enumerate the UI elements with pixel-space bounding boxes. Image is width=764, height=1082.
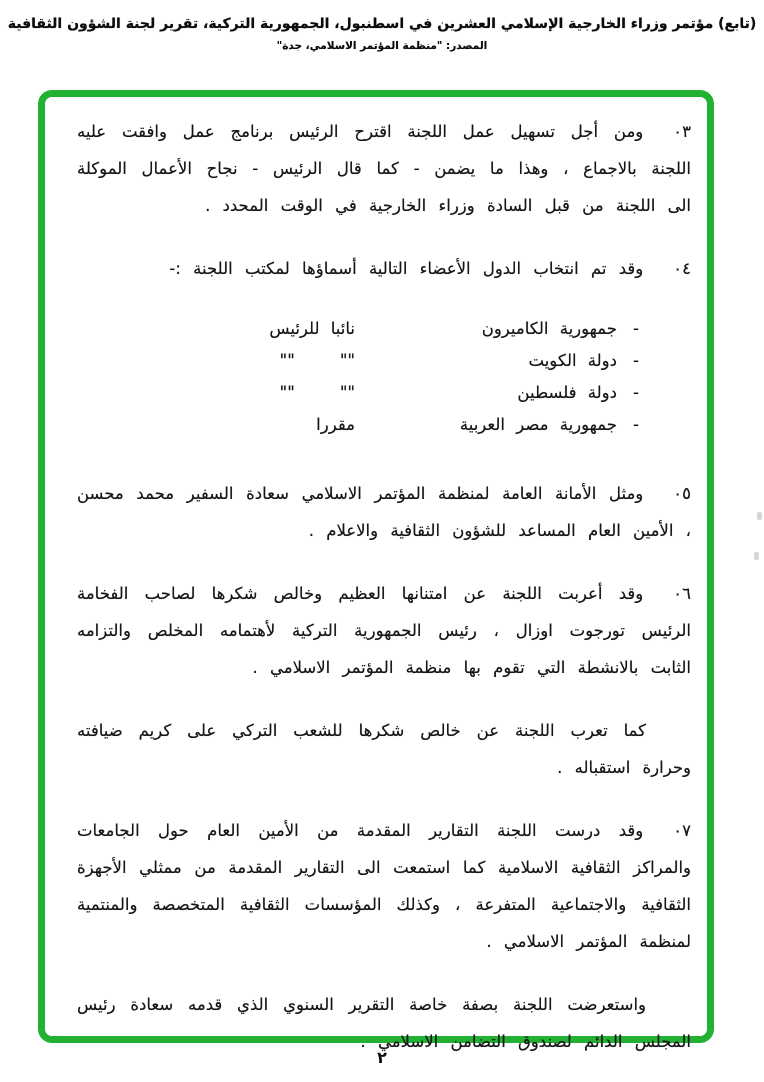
paragraph-number: ٠٣ <box>673 122 691 141</box>
dash-bullet: - <box>633 415 639 434</box>
scan-artifact <box>757 512 762 520</box>
member-country: دولة فلسطين <box>517 383 617 402</box>
paragraph-06-continuation <box>77 712 691 786</box>
paragraph-text: واستعرضت اللجنة بصفة خاصة التقرير السنوي الذي قدمه سعادة رئيس المجلس الدائم لصندوق التضامن الاسلامي . <box>77 995 691 1051</box>
dash-bullet: - <box>633 351 639 370</box>
list-item <box>77 313 691 345</box>
member-country: دولة الكويت <box>528 351 617 370</box>
paragraph-number: ٠٤ <box>673 259 691 278</box>
member-country: جمهورية مصر العربية <box>459 415 617 434</box>
document-header <box>0 16 764 52</box>
scan-artifact <box>754 552 759 560</box>
document-source: المصدر: "منظمة المؤتمر الاسلامي، جدة" <box>276 40 488 52</box>
dash-bullet: - <box>633 383 639 402</box>
report-body <box>45 97 707 1051</box>
paragraph-number: ٠٧ <box>673 821 691 840</box>
dash-bullet: - <box>633 319 639 338</box>
paragraph-number: ٠٦ <box>673 584 691 603</box>
paragraph-04 <box>77 250 691 287</box>
paragraph-text: وقد أعربت اللجنة عن امتنانها العظيم وخالص شكرها لصاحب الفخامة الرئيس تورجوت اوزال ، رئيس الجمهورية التركية لأهتمامه المخلص والتزامه الثابت بالانشطة التي تقوم بها منظمة المؤتمر الاسلامي . <box>77 584 691 677</box>
paragraph-text: كما تعرب اللجنة عن خالص شكرها للشعب التركي على كريم ضيافته وحرارة استقباله . <box>77 721 691 777</box>
green-frame <box>38 90 714 1051</box>
list-item <box>77 409 691 441</box>
member-role: مقررا <box>316 415 355 434</box>
member-role-ditto: "" "" <box>279 383 355 402</box>
page-number: ٢ <box>377 1048 387 1067</box>
member-country: جمهورية الكاميرون <box>481 319 617 338</box>
list-item <box>77 345 691 377</box>
paragraph-number: ٠٥ <box>673 484 691 503</box>
paragraph-06 <box>77 575 691 686</box>
paragraph-05 <box>77 475 691 549</box>
paragraph-07 <box>77 812 691 960</box>
paragraph-text: وقد تم انتخاب الدول الأعضاء التالية أسماؤها لمكتب اللجنة :- <box>169 259 644 278</box>
member-role: نائبا للرئيس <box>269 319 355 338</box>
list-item <box>77 377 691 409</box>
paragraph-text: ومن أجل تسهيل عمل اللجنة اقترح الرئيس برنامج عمل وافقت عليه اللجنة بالاجماع ، وهذا ما يضمن - كما قال الرئيس - نجاح الأعمال الموكلة الى اللجنة من قبل السادة وزراء الخارجية في الوقت المحدد . <box>77 122 691 215</box>
committee-bureau-list <box>77 313 691 441</box>
paragraph-text: وقد درست اللجنة التقارير المقدمة من الأمين العام حول الجامعات والمراكز الثقافية الاسلامية كما استمعت الى التقارير المقدمة من ممثلي الأجهزة الثقافية والاجتماعية المتفرعة ، وكذلك المؤسسات الثقافية المتخصصة والمنتمية لمنظمة المؤتمر الاسلامي . <box>77 821 691 951</box>
member-role-ditto: "" "" <box>279 351 355 370</box>
paragraph-text: ومثل الأمانة العامة لمنظمة المؤتمر الاسلامي سعادة السفير محمد محسن ، الأمين العام المساعد للشؤون الثقافية والاعلام . <box>77 484 691 540</box>
document-title: (تابع) مؤتمر وزراء الخارجية الإسلامي العشرين في اسطنبول، الجمهورية التركية، تقرير لجنة الشؤون الثقافية <box>7 16 757 32</box>
paragraph-03 <box>77 113 691 224</box>
